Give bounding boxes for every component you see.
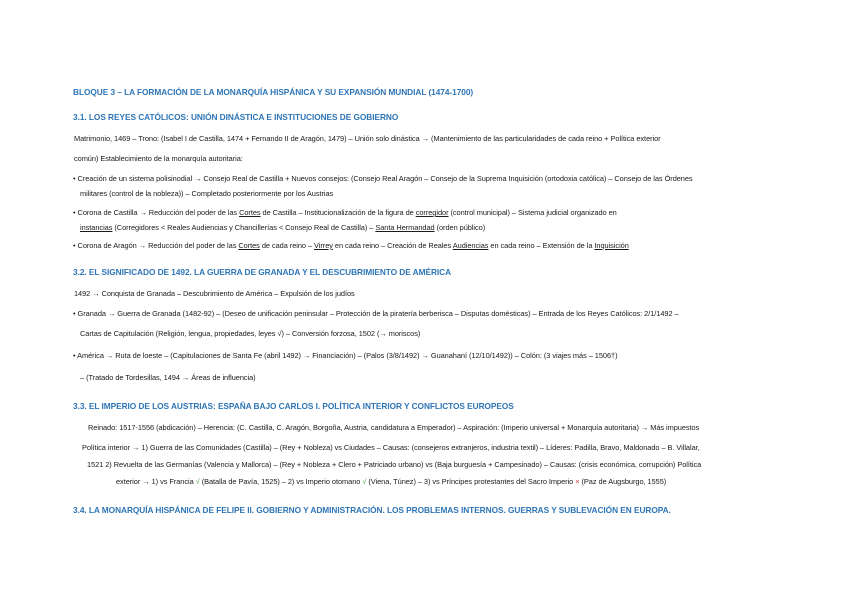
text-span: (orden público) (434, 223, 486, 232)
cross-icon: × (575, 477, 580, 486)
paragraph-line: Matrimonio, 1469 – Trono: (Isabel I de Castilla, 1474 + Fernando II de Aragón, 1479) – Unión solo dinástica → (Mantenimiento de las particularidades de cada reino + Política exterior (74, 134, 661, 143)
underlined-term: Inquisición (594, 241, 629, 250)
text-span: (Corregidores < Reales Audiencias y Chancillerías < Consejo Real de Castilla) – (112, 223, 376, 232)
paragraph-line: 1492 → Conquista de Granada – Descubrimiento de América – Expulsión de los judíos (74, 289, 355, 298)
underlined-term: Santa Hermandad (375, 223, 435, 232)
paragraph-line: Política interior → 1) Guerra de las Comunidades (Castilla) – (Rey + Nobleza) vs Ciudades – Causas: (consejeros extranjeros, industria textil) – Líderes: Padilla, Bravo, Maldonado – B. Villalar, (82, 443, 700, 452)
underlined-term: Audiencias (452, 241, 489, 250)
paragraph-line: común) Establecimiento de la monarquía autoritaria: (74, 154, 243, 163)
bullet-line (73, 241, 629, 251)
bullet-line: – (Tratado de Tordesillas, 1494 → Áreas de influencia) (80, 373, 256, 382)
document-title: BLOQUE 3 – LA FORMACIÓN DE LA MONARQUÍA HISPÁNICA Y SU EXPANSIÓN MUNDIAL (1474-1700) (73, 87, 474, 97)
underlined-term: Cortes (239, 208, 261, 217)
text-span: • Corona de Aragón → Reducción del poder de las (73, 241, 239, 250)
text-span: Cartas de Capitulación (Religión, lengua, propiedades, leyes (80, 329, 278, 338)
section-heading-3-1: 3.1. LOS REYES CATÓLICOS: UNIÓN DINÁSTICA E INSTITUCIONES DE GOBIERNO (73, 112, 399, 122)
section-heading-3-2: 3.2. EL SIGNIFICADO DE 1492. LA GUERRA DE GRANADA Y EL DESCUBRIMIENTO DE AMÉRICA (73, 267, 452, 277)
text-span: (Paz de Augsburgo, 1555) (579, 477, 667, 486)
text-span: en cada reino – Extensión de la (488, 241, 595, 250)
paragraph-line (116, 477, 666, 487)
paragraph-line: Reinado: 1517-1556 (abdicación) – Herencia: (C. Castilla, C. Aragón, Borgoña, Austria, candidatura a Emperador) – Aspiración: (Imperio universal + Monarquía autoritaria) → Más impuestos (88, 423, 700, 432)
bullet-line (80, 329, 420, 339)
text-span: (control municipal) – Sistema judicial organizado en (448, 208, 617, 217)
paragraph-line: 1521 2) Revuelta de las Germanías (Valencia y Mallorca) – (Rey + Nobleza + Clero + Patriciado urbano) vs (Baja burguesía + Campesinado) – Causas: (crisis económica, corrupción) Política (87, 460, 702, 469)
underlined-term: Cortes (238, 241, 260, 250)
text-span: • Corona de Castilla → Reducción del poder de las (73, 208, 240, 217)
bullet-line (73, 208, 617, 218)
section-heading-3-3: 3.3. EL IMPERIO DE LOS AUSTRIAS: ESPAÑA BAJO CARLOS I. POLÍTICA INTERIOR Y CONFLICTOS EUROPEOS (73, 401, 514, 411)
underlined-term: corregidor (415, 208, 449, 217)
text-span: (Batalla de Pavía, 1525) – 2) vs Imperio otomano (199, 477, 363, 486)
check-icon: √ (195, 477, 200, 486)
section-heading-3-4: 3.4. LA MONARQUÍA HISPÁNICA DE FELIPE II. GOBIERNO Y ADMINISTRACIÓN. LOS PROBLEMAS INTERNOS. GUERRAS Y SUBLEVACIÓN EN EUROPA. (73, 505, 671, 515)
text-span: ) – Conversión forzosa, 1502 (→ moriscos) (281, 329, 421, 338)
text-span: exterior → 1) vs Francia (116, 477, 196, 486)
bullet-line: militares (control de la nobleza)) – Completado posteriormente por los Austrias (80, 189, 334, 198)
text-span: (Viena, Túnez) – 3) vs Príncipes protestantes del Sacro Imperio (366, 477, 576, 486)
check-icon: √ (362, 477, 367, 486)
underlined-term: instancias (80, 223, 113, 232)
bullet-line: • Creación de un sistema polisinodial → Consejo Real de Castilla + Nuevos consejos: (Consejo Real Aragón – Consejo de la Suprema Inquisición (ortodoxia católica) – Consejo de las Órdenes (73, 174, 693, 183)
underlined-term: Virrey (314, 241, 333, 250)
bullet-line: • Granada → Guerra de Granada (1482-92) – (Deseo de unificación peninsular – Protección de la piratería berberisca – Disputas domésticas) – Entrada de los Reyes Católicos: 2/1/1492 – (73, 309, 679, 318)
text-span: de cada reino – (259, 241, 315, 250)
bullet-line (80, 223, 485, 233)
bullet-line: • América → Ruta de loeste – (Capitulaciones de Santa Fe (abril 1492) → Financiación) – (Palos (3/8/1492) → Guanahaní (12/10/1492)) – Colón: (3 viajes más – 1506†) (73, 351, 618, 360)
text-span: de Castilla – Institucionalización de la figura de (260, 208, 416, 217)
text-span: en cada reino – Creación de Reales (332, 241, 453, 250)
check-icon: √ (277, 329, 282, 338)
